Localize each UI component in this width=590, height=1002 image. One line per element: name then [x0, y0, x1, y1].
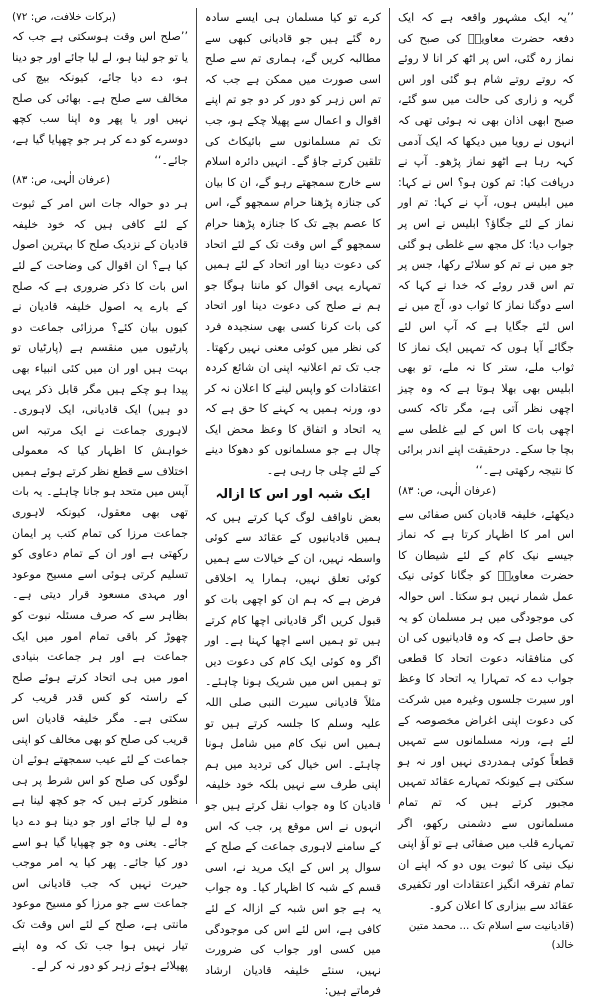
body-paragraph: دیکھئے، خلیفہ قادیان کس صفائی سے اس امر کا اظہار کرتا ہے کہ نماز جیسے نیک کام کے لئے شیطان کا حضرت معاویہؓ کو جگانا کوئی نیک عمل شمار نہیں ہو سکتا۔ اس حوالہ کی موجودگی میں ہر مسلمان کو یہ حق حاصل ہے کہ وہ قادیانیوں کی ان کی منافقانہ دعوت اتحاد کا قطعی جواب دے کہ تمہارا یہ اتحاد کا وعظ اور سیرت جلسوں وغیرہ میں شرکت کی دعوت اپنی اغراض مخصوصہ کے لئے ہے، ورنہ مسلمانوں سے تمہیں قطعاً کوئی ہمدردی نہیں اور نہ ہو سکتی ہے کیونکہ تمہارے عقائد تمہیں مجبور کرتے ہیں کہ تم تمام مسلمانوں سے دشمنی رکھو، اگر تمہارے قلب میں صفائی ہے تو آؤ اپنی نیک نیتی کا ثبوت یوں دو کہ اپنے ان تمام تفرقہ انگیز اعتقادات اور تکفیری عقائد سے بیزاری کا اعلان کرو۔	[398, 507, 574, 912]
quote-block: ’’یہ ایک مشہور واقعہ ہے کہ ایک دفعہ حضرت معاویہؓ کی صبح کی نماز رہ گئی، اس پر اٹھ کر انا لا روئے کہ روتے روتے شام ہو گئی اور اس گریہ و زاری کی حالت میں سو گئے، صبح ابھی اذان بھی نہ ہوئی تھی کہ انہوں نے رویا میں دیکھا کہ ایک آدمی کہہ رہا ہے اٹھو نماز پڑھو۔ آپ نے دریافت کیا: تم کون ہو؟ اس نے کہا: میں ابلیس ہوں، آپ نے کہا: تم اور نماز کے لئے جگاؤ؟ ابلیس نے اس پر جواب دیا: کل مجھ سے غلطی ہو گئی جو میں نے تم کو سلائے رکھا، جس پر تم اس قدر روئے کہ خدا نے کہا کہ اسے دوگنا نماز کا ثواب دو، آج میں نے اس لئے جگایا ہے کہ آپ اس لئے جگائے آیا ہوں کہ تمہیں ایک نماز کا ثواب ملے، ستر کا نہ ملے، تو بھی ابلیس بھی بھلا ہوتا ہے کہ وہ چیز اچھی نظر آتی ہے، مگر تاکہ کسی اچھی بات کا اس کے لیے غلطی سے بچا جا سکے۔ درحقیقت اپنے اندر برائی کا نتیجہ رکھتی ہے۔‘‘	[398, 11, 574, 478]
citation-top: (برکات خلافت، ص: ۷۲)	[12, 11, 117, 23]
body-paragraph: ہر دو حوالہ جات اس امر کے ثبوت کے لئے کافی ہیں کہ خود خلیفہ قادیان کے نزدیک صلح کا بہترین اصول کیا ہے؟ ان اقوال کی وضاحت کے لئے اس بات کا ذکر ضروری ہے کہ صلح کے بارے یہ اصول خلیفہ قادیان نے کیوں بیان کئے؟ مرزائی جماعت دو پارٹیوں میں منقسم ہے (پارٹیاں تو بہت ہیں اور ان میں کئی انبیاء بھی پیدا ہو چکے ہیں مگر قابل ذکر یہی دو ہیں) ایک قادیانی، ایک لاہوری۔ لاہوری جماعت نے ایک مرتبہ اس خواہش کا اظہار کیا کہ معمولی اختلاف سے قطع نظر کرتے ہوئے ہمیں آپس میں متحد ہو جانا چاہئے۔ یہ بات تھی بھی معقول، کیونکہ لاہوری جماعت مرزا کی تمام کتب پر ایمان رکھتی ہے اور ان کے تمام دعاوی کو تسلیم کرتی ہوئی اسے مسیح موعود اور مہدی مسعود قرار دیتی ہے۔ بظاہر سے کہ صرف مسئلہ نبوت کو چھوڑ کر باقی تمام امور میں ایک جماعت ہے اور ہر جماعت بنیادی امور میں ہی اتحاد کرتے ہوئے صلح کے راستہ کو کس قدر قریب کر سکتی ہے۔ مگر خلیفہ قادیان اس قریب کی صلح کو بھی مخالف کو اپنی جماعت کے لئے عیب سمجھتے ہوئے ان لوگوں کی صلح کو اس شرط پر ہی منظور کرتے ہیں کہ جو کچھ لینا ہے وہ لے لیا جائے اور جو دینا ہو دے دیا جائے۔ یعنی وہ جو چھپایا گیا ہو اسے دور کیا جائے۔ پھر کیا یہ امر موجب حیرت نہیں کہ جب قادیانی اس جماعت سے جو مرزا کو مسیح موعود مانتی ہے، صلح کے لئے اس وقت تک تیار نہیں ہوا جب تک کہ وہ اپنے پھیلائے ہوئے زہر کو دور نہ کر لے۔	[12, 197, 188, 973]
column-right	[8, 8, 192, 973]
quote-citation: (عرفان الٰہی، ص: ۸۳)	[398, 484, 497, 497]
citation-bottom: (قادیانیت سے اسلام تک ... محمد متین خالد)	[408, 919, 574, 951]
body-paragraph: بعض ناواقف لوگ کہا کرتے ہیں کہ ہمیں قادیانیوں کے عقائد سے کوئی واسطہ نہیں، ان کے خیالات سے ہمیں کوئی تعلق نہیں، ہمارا یہ اخلاقی فرض ہے کہ ہم ان کو اچھی بات کو قبول کریں اگر قادیانی اچھا کام کرتے ہیں تو ہمیں اسے اچھا کہنا ہے۔ اور اگر وہ کوئی ایک کام کی دعوت دیں تو ہمیں اس میں شریک ہونا چاہئے۔ مثلاً قادیانی سیرت النبی صلی اللہ علیہ وسلم کا جلسہ کرتے ہیں تو ہمیں اس نیک کام میں شامل ہونا چاہئے۔ اس خیال کی تردید میں ہم اپنی طرف سے نہیں بلکہ خود خلیفہ قادیان کا وہ جواب نقل کرتے ہیں جو انہوں نے اس موقع پر، جب کہ اس کے سامنے لاہوری جماعت کے صلح کے سوال پر اس کے ایک مرید نے، اسی قسم کے شبہ کا اظہار کیا۔ وہ جواب یہ ہے جو اس شبہ کے ازالہ کے لئے کافی ہے، اس لئے اس کی موجودگی میں کسی اور جواب کی ضرورت نہیں، سنئے خلیفہ قادیان ارشاد فرماتے ہیں:	[205, 510, 381, 998]
column-middle	[201, 8, 385, 998]
column-divider	[196, 8, 197, 804]
section-heading: ایک شبہ اور اس کا ازالہ	[215, 486, 371, 502]
quote-citation: (عرفان الٰہی، ص: ۸۳)	[12, 174, 111, 187]
body-paragraph: کرے تو کیا مسلمان ہی ایسے سادہ رہ گئے ہیں جو قادیانی کبھی سے مطالبہ کریں گے، ہماری تم سے صلح اسی صورت میں ممکن ہے جب کہ تم اس زہر کو دور کر دو جو تم اپنے اقوال و اعمال سے پھیلا چکے ہو، جب تک تم مسلمانوں سے بائیکاٹ کی تلقین کرتے جاؤ گے۔ انہیں دائرہ اسلام سے خارج سمجھتے رہو گے، ان کا بیان کی جنازہ پڑھنا حرام سمجھو گے، اس کا عصم بچے تک کا جنازہ پڑھنا حرام سمجھو گے اس وقت تک کے لئے اتحاد کی دعوت دینا اور اتحاد کے لئے ہمیں تمہارے یہی اقوال کو ماننا ہوگا جو ہم نے صلح کی دعوت دینا اور اتحاد کی بات کرنا کسی بھی سنجیدہ فرد کی نظر میں کوئی معنی نہیں رکھتا۔ جب تک تم اعلانیہ اپنی ان شائع کردہ اعتقادات کو واپس لینے کا اعلان نہ کر دو، ورنہ ہمیں یہ کہنے کا حق ہے کہ یہ اتحاد و اتفاق کا وعظ محض ایک چال ہے جو مسلمانوں کو دھوکا دینے کے لئے چلی جا رہی ہے۔	[205, 11, 381, 478]
column-divider	[389, 8, 390, 804]
column-left	[394, 8, 578, 951]
quote-block: ’’صلح اس وقت ہوسکتی ہے جب کہ یا تو جو لینا ہو، لے لیا جائے اور جو دینا ہو، دے دیا جائے، کیونکہ بیچ کی مخالف سے صلح ہے۔ بھائی کی صلح نہیں اور یا پھر وہ اپنا سب کچھ دوسرے کو دے کر ہر جو چھپایا گیا ہے، جائے۔‘‘	[12, 30, 188, 167]
